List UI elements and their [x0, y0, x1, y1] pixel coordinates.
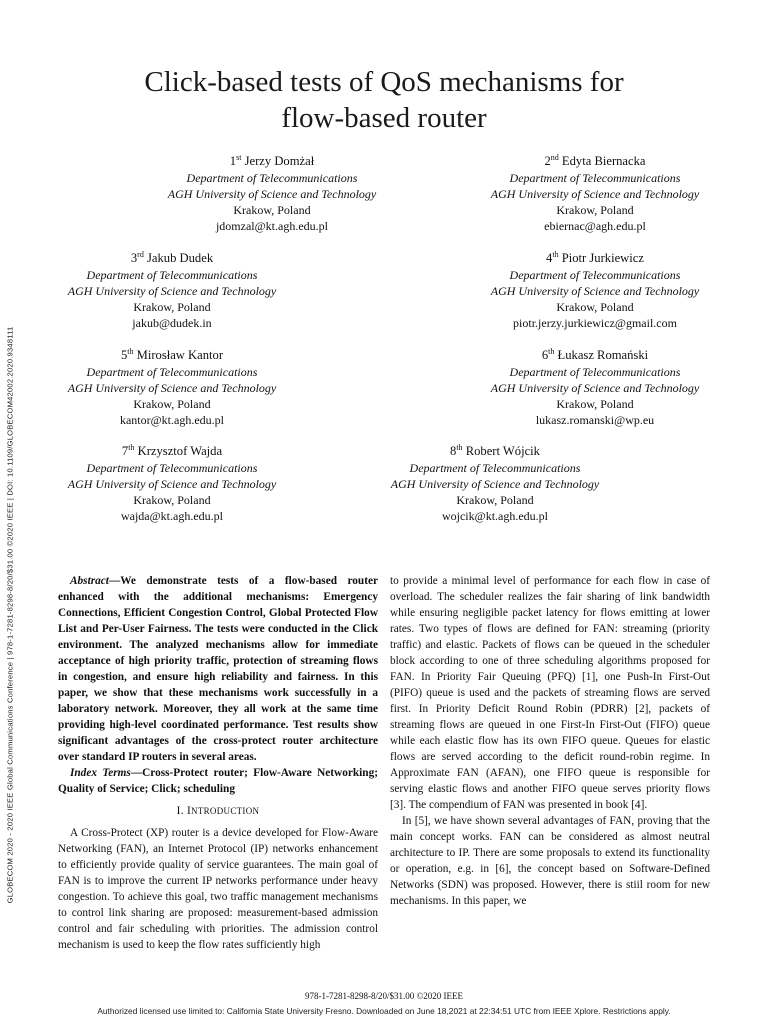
author-email[interactable]: wajda@kt.agh.edu.pl: [120, 509, 224, 523]
author-university: AGH University of Science and Technology: [490, 381, 700, 395]
intro-paragraph-2: In [5], we have shown several advantages of FAN, proving that the main concept works. FAN can be considered as almost neutral architecture to IP. There are some proposals to extend its functionality or operation, e.g. in [6], the concept based on Software-Defined Networks (SDN) was proposed. However, there is stiil room for new mechanisms. In this paper, we: [390, 815, 710, 907]
author-email[interactable]: ebiernac@agh.edu.pl: [544, 219, 646, 233]
author-university: AGH University of Science and Technology: [390, 477, 600, 491]
author-location: Krakow, Poland: [456, 493, 534, 507]
author-block: [68, 347, 277, 428]
author-dept: Department of Telecommunications: [509, 171, 681, 185]
abstract: [58, 573, 378, 765]
author-name: 5th Mirosław Kantor: [120, 347, 224, 362]
author-block: [391, 443, 600, 524]
author-name: 2nd Edyta Biernacka: [544, 153, 646, 168]
author-university: AGH University of Science and Technology: [167, 187, 377, 201]
author-name: 3rd Jakub Dudek: [130, 250, 214, 265]
author-block: [168, 153, 377, 234]
left-column: [58, 573, 378, 953]
author-university: AGH University of Science and Technology: [67, 381, 277, 395]
author-block: [491, 250, 700, 331]
author-block: [68, 443, 277, 524]
author-name: 6th Łukasz Romański: [541, 347, 649, 362]
author-location: Krakow, Poland: [233, 203, 311, 217]
author-email[interactable]: jakub@dudek.in: [132, 316, 212, 330]
section-heading: I. INTRODUCTION: [176, 805, 260, 817]
author-dept: Department of Telecommunications: [509, 268, 681, 282]
sidebar-doi: [3, 270, 17, 960]
abstract-text: —We demonstrate tests of a flow-based router enhanced with the additional mechanisms: Emergency Connections, Efficient Congestion Control, Global Protected Flow List and Per-User Fairness. The tests were conducted in the Click environment. The analyzed mechanisms allow for immediate acceptance of high priority traffic, protection of streaming flows in congestion, and ensure high reliability and fairness. In this paper, we show that these mechanisms work successfully in a laboratory network. Moreover, they all work at the same time providing high-level coordinated performance. Test results show significant advantages of the cross-protect router architecture over standard IP routers in several areas.: [58, 575, 378, 763]
index-terms: [58, 765, 378, 797]
title-line-1: Click-based tests of QoS mechanisms for: [144, 66, 624, 98]
author-university: AGH University of Science and Technology: [490, 284, 700, 298]
author-dept: Department of Telecommunications: [186, 171, 358, 185]
index-terms-text: —Cross-Protect router; Flow-Aware Networking; Quality of Service; Click; scheduling: [58, 767, 378, 795]
author-dept: Department of Telecommunications: [86, 365, 258, 379]
author-dept: Department of Telecommunications: [86, 461, 258, 475]
author-dept: Department of Telecommunications: [509, 365, 681, 379]
intro-paragraph-continued: to provide a minimal level of performance for each flow in case of overload. The scheduler realizes the fair sharing of link bandwidth while ensuring negligible packet latency for flows emitting at lower rates. Two types of flows are defined for FAN: streaming (priority traffic) and elastic. Packets of flows can be queued in the scheduler block according to one of three scheduling algorithms proposed for FAN. In Priority Fair Queuing (PFQ) [1], one Push-In First-Out (PIFO) queue is used and the packets of streaming flows are served first. In Priority Deficit Round Robin (PDRR) [2], packets of streaming flows are queued in one First-In First-Out (FIFO) queue while each elastic flow has its own FIFO queue. Queues for elastic flows are served according to the deficit round-robin regime. In Approximate FAN (AFAN), one FIFO queue is responsible for serving elastic flows and another FIFO queue serves priority flows [3]. The compendium of FAN was presented in book [4].: [390, 575, 710, 811]
author-email[interactable]: jdomzal@kt.agh.edu.pl: [215, 219, 329, 233]
author-university: AGH University of Science and Technology: [490, 187, 700, 201]
author-university: AGH University of Science and Technology: [67, 284, 277, 298]
author-location: Krakow, Poland: [556, 397, 634, 411]
author-name: 7th Krzysztof Wajda: [121, 443, 223, 458]
author-name: 4th Piotr Jurkiewicz: [546, 250, 644, 265]
author-email[interactable]: kantor@kt.agh.edu.pl: [119, 413, 225, 427]
author-location: Krakow, Poland: [133, 397, 211, 411]
author-email[interactable]: piotr.jerzy.jurkiewicz@gmail.com: [513, 316, 677, 330]
author-dept: Department of Telecommunications: [86, 268, 258, 282]
author-name: 8th Robert Wójcik: [450, 443, 540, 458]
author-location: Krakow, Poland: [133, 493, 211, 507]
intro-paragraph: A Cross-Protect (XP) router is a device developed for Flow-Aware Networking (FAN), an Internet Protocol (IP) networks enhancement to efficiently provide quality of service guarantees. The main goal of FAN is to improve the current IP networks performance under heavy congestion. To achieve this goal, two traffic management mechanisms to control link sharing are proposed: measurement-based admission control and fair scheduling with priorities. The admission control mechanism is used to keep the flow rates sufficiently high: [58, 827, 378, 951]
index-terms-label: Index Terms: [70, 767, 131, 779]
abstract-label: Abstract: [70, 575, 109, 587]
author-name: 1st Jerzy Domżał: [229, 153, 315, 168]
author-university: AGH University of Science and Technology: [67, 477, 277, 491]
sidebar-text: GLOBECOM 2020 - 2020 IEEE Global Communications Conference | 978-1-7281-8298-8/20/$31.00 ©2020 IEEE | DOI: 10.1109/GLOBECOM42002.2020.9348111: [5, 326, 15, 904]
author-block: [491, 153, 700, 234]
author-location: Krakow, Poland: [556, 300, 634, 314]
author-email[interactable]: wojcik@kt.agh.edu.pl: [441, 509, 549, 523]
right-column: [390, 573, 710, 909]
author-email[interactable]: lukasz.romanski@wp.eu: [535, 413, 655, 427]
author-block: [68, 250, 277, 331]
author-location: Krakow, Poland: [556, 203, 634, 217]
license-notice: Authorized licensed use limited to: California State University Fresno. Downloaded on June 18,2021 at 22:34:51 UTC from IEEE Xplore. Restrictions apply.: [97, 1006, 671, 1016]
paper-title: [0, 64, 768, 136]
author-dept: Department of Telecommunications: [409, 461, 581, 475]
title-line-2: flow-based router: [281, 102, 487, 134]
author-block: [491, 347, 700, 428]
copyright-line: 978-1-7281-8298-8/20/$31.00 ©2020 IEEE: [304, 991, 464, 1001]
author-location: Krakow, Poland: [133, 300, 211, 314]
